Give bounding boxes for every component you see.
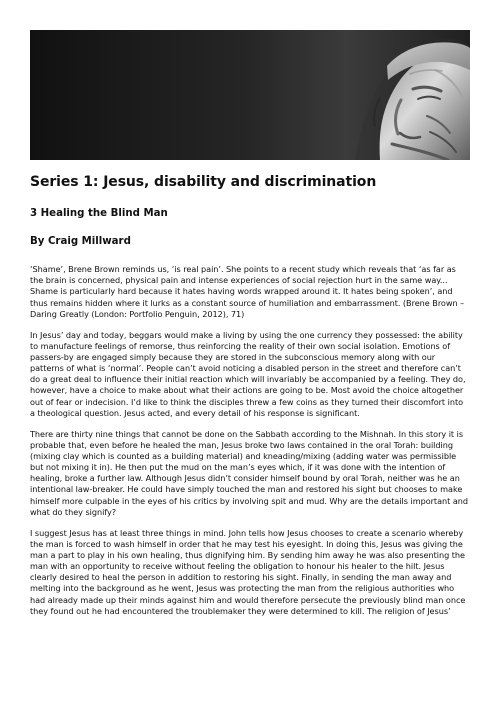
portrait-image (30, 30, 470, 160)
article-body (30, 175, 470, 627)
article-title: Series 1: Jesus, disability and discrimination (30, 174, 377, 190)
paragraph-1: ‘Shame’, Brene Brown reminds us, ‘is real pain’. She points to a recent study which reveals that ‘as far as the brain is concerned, physical pain and intense experiences of social rejection hurt in the same way... Shame is particularly hard because it hates having words wrapped around it. It hates being spoken’, and thus remains hidden where it lurks as a constant source of humiliation and embarrassment. (Brene Brown – Daring Greatly (London: Portfolio Penguin, 2012), 71) (30, 264, 465, 319)
paragraph-2: In Jesus’ day and today, beggars would make a living by using the one currency they possessed: the ability to manufacture feelings of remorse, thus reinforcing the reality of their own social isolation. Emotions of passers-by are engaged simply because they are stored in the subconscious memory along with our patterns of what is ‘normal’. People can’t avoid noticing a disabled person in the street and therefore can’t do a great deal to influence their initial reaction which will invariably be accompanied by a feeling. They do, however, have a choice to make about what their actions are going to be. Most avoid the choice altogether out of fear or indecision. I’d like to think the disciples threw a few coins as they turned their discomfort into a theological question. Jesus acted, and every detail of his response is significant. (30, 329, 466, 418)
paragraph-3: There are thirty nine things that cannot be done on the Sabbath according to the Mishnah. In this story it is probable that, even before he healed the man, Jesus broke two laws contained in the oral Torah: building (mixing clay which is counted as a building material) and kneading/mixing (adding water was permissible but not mixing it in). He then put the mud on the man’s eyes which, if it was done with the intention of healing, broke a further law. Although Jesus didn’t consider himself bound by oral Torah, neither was he an intentional law-breaker. He could have simply touched the man and restored his sight but chooses to make himself more culpable in the eyes of his critics by involving spit and mud. Why are the details important and what do they signify? (30, 428, 468, 517)
article-subtitle: 3 Healing the Blind Man (30, 207, 168, 219)
paragraph-4: I suggest Jesus has at least three things in mind. John tells how Jesus chooses to create a scenario whereby the man is forced to wash himself in order that he may test his eyesight. In doing this, Jesus was giving the man a part to play in his own healing, thus dignifying him. By sending him away he was also presenting the man with an opportunity to receive without feeling the obligation to honour his healer to the hilt. Jesus clearly desired to heal the person in addition to restoring his sight. Finally, in sending the man away and melting into the background as he went, Jesus was protecting the man from the religious authorities who had already made up their minds against him and would therefore persecute the previously blind man once they found out he had encountered the troublemaker they were determined to kill. The religion of Jesus’ (30, 527, 466, 616)
author-byline: By Craig Millward (30, 235, 131, 247)
portrait-banner (30, 30, 470, 160)
